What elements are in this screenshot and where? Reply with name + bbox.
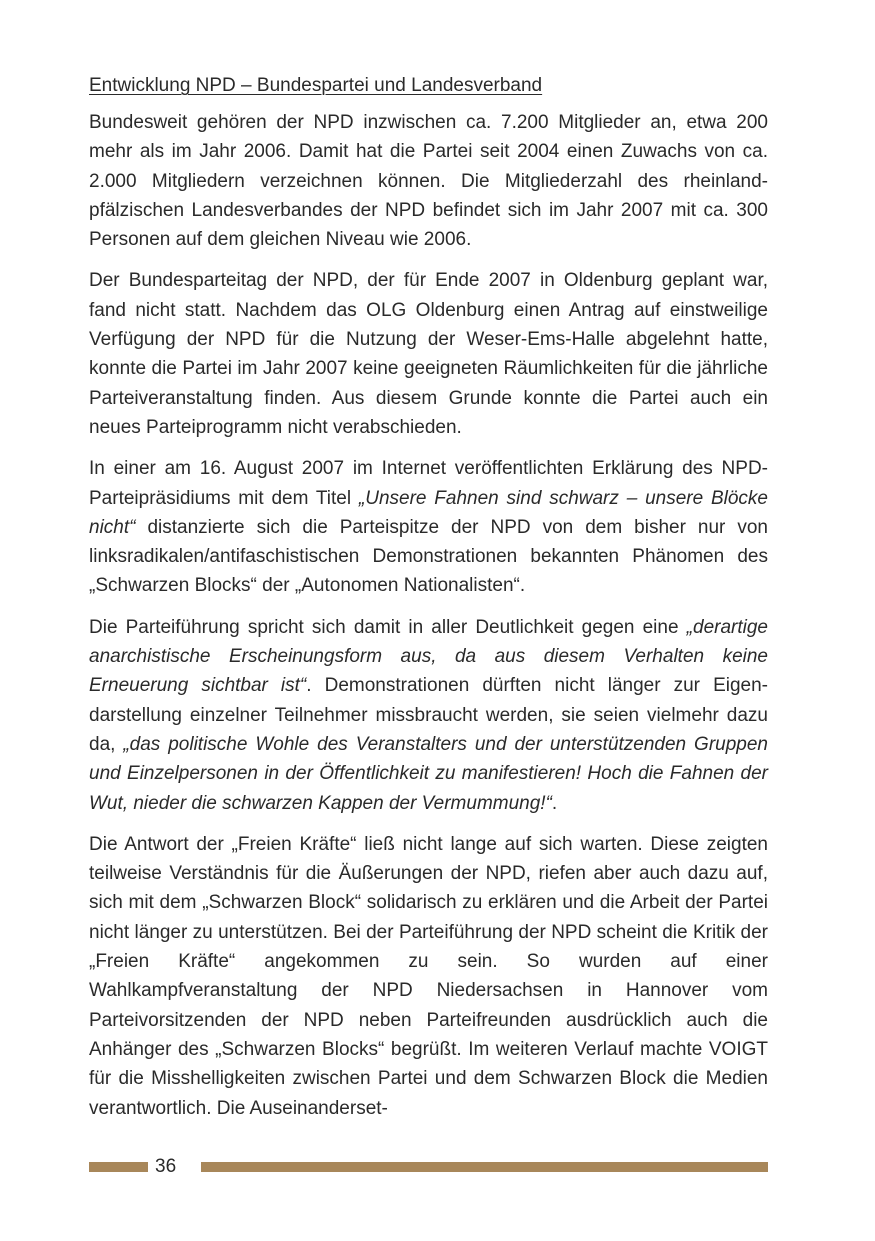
- paragraph-leadership-text-2: . Demonstrationen dürften nicht länger zur Eigendarstellung einzelner Teilnehmer missbraucht werden, sie seien vielmehr dazu da,: [89, 675, 768, 755]
- footer-bar-right: [201, 1162, 768, 1172]
- paragraph-declaration-text-2: distanzierte sich die Parteispitze der NPD von dem bisher nur von linksradikalen/antifaschistischen Demonstrationen bekannten Phänomen des „Schwarzen Blocks“ der „Autonomen Nationalisten“.: [89, 516, 768, 597]
- paragraph-party-congress: Der Bundesparteitag der NPD, der für Ende 2007 in Oldenburg geplant war, fand nicht statt. Nachdem das OLG Oldenburg einen Antrag auf einstweilige Verfügung der NPD für die Nutzung der Weser-Ems-Halle abgelehnt hatte, konnte die Partei im Jahr 2007 keine geeigneten Räumlichkeiten für die jährliche Parteiveranstaltung finden. Aus diesem Grunde konnte die Partei auch ein neues Parteiprogramm nicht verabschieden.: [89, 270, 768, 438]
- page-footer: [89, 1153, 768, 1181]
- leadership-quote-1: „derartige anarchistische Erscheinungsform aus, da aus diesem Verhalten keine Erneuerung sichtbar ist“: [89, 616, 768, 697]
- footer-bar-left: [89, 1162, 148, 1172]
- leadership-quote-2: „das politische Wohle des Veranstalters und der unterstützenden Gruppen und Einzelpersonen in der Öffentlichkeit zu manifestieren! Hoch die Fahnen der Wut, nieder die schwarzen Kappen der Vermummung!“: [89, 733, 768, 814]
- paragraph-leadership-text-3: .: [551, 792, 558, 814]
- page-content: [89, 72, 768, 1135]
- page-number: 36: [155, 1156, 177, 1177]
- paragraph-leadership-text-1: Die Parteiführung spricht sich damit in aller Deutlichkeit gegen eine: [89, 616, 687, 638]
- paragraph-membership: Bundesweit gehören der NPD inzwischen ca. 7.200 Mitglieder an, etwa 200 mehr als im Jahr 2006. Damit hat die Partei seit 2004 einen Zuwachs von ca. 2.000 Mitgliedern verzeichnen können. Die Mitgliederzahl des rheinland-pfälzischen Landesverbandes der NPD befindet sich im Jahr 2007 mit ca. 300 Personen auf dem gleichen Niveau wie 2006.: [89, 112, 768, 251]
- paragraph-declaration: [89, 454, 768, 600]
- paragraph-declaration-text-1: In einer am 16. August 2007 im Internet veröffentlichten Erklärung des NPD-Parteipräsidiums mit dem Titel: [89, 458, 768, 509]
- paragraph-party-leadership: [89, 613, 768, 818]
- paragraph-free-forces-response: Die Antwort der „Freien Kräfte“ ließ nicht lange auf sich warten. Diese zeigten teilweise Verständnis für die Äußerungen der NPD, riefen aber auch dazu auf, sich mit dem „Schwarzen Block“ solidarisch zu erklären und die Arbeit der Partei nicht länger zu unterstützen. Bei der Parteiführung der NPD scheint die Kritik der „Freien Kräfte“ angekommen zu sein. So wurden auf einer Wahlkampfveranstaltung der NPD Niedersachsen in Hannover vom Parteivorsitzenden der NPD neben Parteifreunden ausdrücklich auch die Anhänger des „Schwarzen Blocks“ begrüßt. Im weiteren Verlauf machte VOIGT für die Misshelligkeiten zwischen Partei und dem Schwarzen Block die Medien verantwortlich. Die Auseinanderset-: [89, 833, 768, 1119]
- section-heading: Entwicklung NPD – Bundespartei und Landesverband: [89, 75, 543, 96]
- declaration-title-quote: „Unsere Fahnen sind schwarz – unsere Blöcke nicht“: [89, 487, 769, 538]
